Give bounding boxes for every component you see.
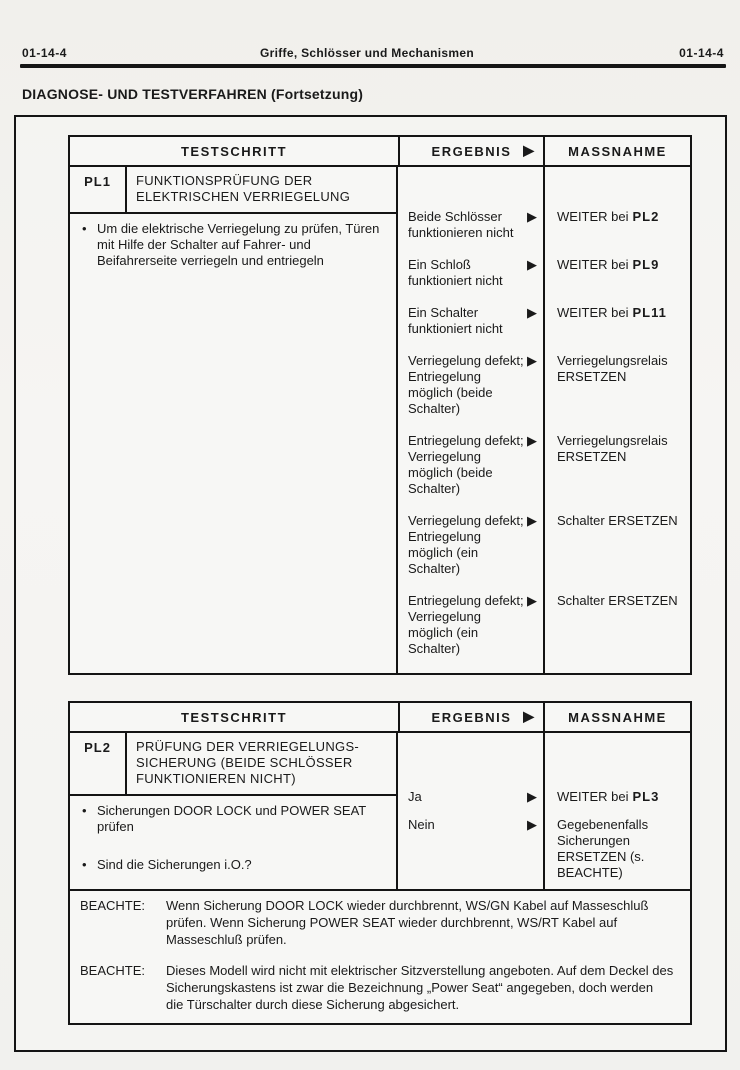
action-text: WEITER bei xyxy=(557,789,629,804)
result-cell xyxy=(398,513,545,593)
step-id: PL2 xyxy=(70,733,127,794)
result-arrow-icon: ▶ xyxy=(527,209,537,224)
test-table-pl2 xyxy=(68,701,692,1025)
column-header-ergebnis-label: ERGEBNIS xyxy=(431,710,512,725)
step-title: PRÜFUNG DER VERRIEGELUNGS-SICHERUNG (BEIDE SCHLÖSSER FUNKTIONIEREN NICHT) xyxy=(136,739,360,786)
result-cell xyxy=(398,593,545,673)
action-text: WEITER bei xyxy=(557,209,629,224)
result-text: Entriegelung defekt; Verriegelung möglich (beide Schalter) xyxy=(408,433,524,496)
result-arrow-icon: ▶ xyxy=(527,257,537,272)
instruction-item xyxy=(80,803,382,835)
step-title: FUNKTIONSPRÜFUNG DER ELEKTRISCHEN VERRIEGELUNG xyxy=(136,173,351,204)
note-text: Dieses Modell wird nicht mit elektrischer Sitzverstellung angeboten. Auf dem Deckel des Sicherungskastens ist zwar die Bezeichnung „Power Seat“ angegeben, doch werden die Türschalter durch diese Sicherung abgesichert. xyxy=(166,963,674,1012)
step-instructions xyxy=(70,214,396,279)
table-body xyxy=(70,167,690,673)
column-header-testschritt: TESTSCHRITT xyxy=(180,144,288,159)
result-cell xyxy=(398,167,545,257)
action-step-code: PL9 xyxy=(632,257,660,272)
bullet-icon: • xyxy=(82,803,87,818)
bullet-icon: • xyxy=(82,221,87,236)
instruction-text: Um die elektrische Verriegelung zu prüfen, Türen mit Hilfe der Schalter auf Fahrer- und Beifahrerseite verriegeln und entriegeln xyxy=(97,221,380,268)
instruction-item xyxy=(80,221,382,269)
table-header-row xyxy=(70,703,690,733)
result-cell xyxy=(398,433,545,513)
result-arrow-icon: ▶ xyxy=(527,513,537,528)
result-text: Ein Schalter funktioniert nicht xyxy=(408,305,503,336)
column-header-testschritt: TESTSCHRITT xyxy=(180,710,288,725)
result-cell xyxy=(398,353,545,433)
test-step-cell xyxy=(70,733,398,889)
result-text: Nein xyxy=(408,817,435,832)
result-cell xyxy=(398,817,545,889)
result-text: Entriegelung defekt; Verriegelung möglich (ein Schalter) xyxy=(408,593,524,656)
result-arrow-icon: ▶ xyxy=(527,789,537,804)
action-step-code: PL11 xyxy=(632,305,667,320)
action-text: Schalter ERSETZEN xyxy=(557,513,678,528)
note-text: Wenn Sicherung DOOR LOCK wieder durchbrennt, WS/GN Kabel auf Masseschluß prüfen. Wenn Sicherung POWER SEAT wieder durchbrennt, WS/RT Kabel auf Masseschluß prüfen. xyxy=(166,898,649,947)
table-header-row xyxy=(70,137,690,167)
note-beachte-1 xyxy=(80,897,678,948)
action-step-code: PL2 xyxy=(632,209,660,224)
procedure-frame xyxy=(14,115,727,1052)
result-cell xyxy=(398,733,545,817)
instruction-text: Sicherungen DOOR LOCK und POWER SEAT prüfen xyxy=(97,803,367,834)
column-header-massnahme: MASSNAHME xyxy=(568,710,667,725)
instruction-text: Sind die Sicherungen i.O.? xyxy=(97,857,252,872)
header-arrow-icon: ▶ xyxy=(523,142,534,158)
step-instructions xyxy=(70,796,396,883)
result-arrow-icon: ▶ xyxy=(527,433,537,448)
action-text: Schalter ERSETZEN xyxy=(557,593,678,608)
step-id-row xyxy=(70,167,396,214)
column-header-ergebnis xyxy=(398,703,545,731)
action-cell xyxy=(545,257,690,305)
column-header-ergebnis xyxy=(398,137,545,165)
action-cell xyxy=(545,593,690,673)
section-title: DIAGNOSE- UND TESTVERFAHREN (Fortsetzung) xyxy=(22,86,364,102)
result-text: Verriegelung defekt; Entriegelung möglich (ein Schalter) xyxy=(408,513,524,576)
note-label: BEACHTE: xyxy=(80,898,146,913)
action-text: Gegebenenfalls Sicherungen ERSETZEN (s. BEACHTE) xyxy=(557,817,649,880)
header-rule xyxy=(20,64,726,68)
action-step-code: PL3 xyxy=(632,789,660,804)
action-cell xyxy=(545,353,690,433)
action-text: Verriegelungsrelais ERSETZEN xyxy=(557,433,668,464)
chapter-title: Griffe, Schlösser und Mechanismen xyxy=(260,46,474,60)
result-text: Beide Schlösser funktionieren nicht xyxy=(408,209,514,240)
note-label: BEACHTE: xyxy=(80,963,146,978)
action-cell xyxy=(545,817,690,889)
result-arrow-icon: ▶ xyxy=(527,305,537,320)
header-arrow-icon: ▶ xyxy=(523,708,534,724)
page-number-right: 01-14-4 xyxy=(679,46,724,60)
step-id: PL1 xyxy=(70,167,127,212)
result-arrow-icon: ▶ xyxy=(527,353,537,368)
bullet-icon: • xyxy=(82,857,87,872)
result-arrow-icon: ▶ xyxy=(527,593,537,608)
step-id-row xyxy=(70,733,396,796)
result-text: Ein Schloß funktioniert nicht xyxy=(408,257,503,288)
column-header-ergebnis-label: ERGEBNIS xyxy=(431,144,512,159)
instruction-item xyxy=(80,857,382,873)
result-arrow-icon: ▶ xyxy=(527,817,537,832)
result-cell xyxy=(398,305,545,353)
action-cell xyxy=(545,305,690,353)
action-cell xyxy=(545,433,690,513)
page-number-left: 01-14-4 xyxy=(22,46,67,60)
action-text: Verriegelungsrelais ERSETZEN xyxy=(557,353,668,384)
note-beachte-2 xyxy=(80,962,678,1013)
notes-section xyxy=(70,889,690,1023)
running-header xyxy=(0,0,740,60)
action-cell xyxy=(545,513,690,593)
table-body xyxy=(70,733,690,889)
column-header-massnahme: MASSNAHME xyxy=(568,144,667,159)
result-text: Ja xyxy=(408,789,422,804)
test-table-pl1 xyxy=(68,135,692,675)
test-step-cell xyxy=(70,167,398,673)
result-cell xyxy=(398,257,545,305)
action-cell xyxy=(545,167,690,257)
action-text: WEITER bei xyxy=(557,257,629,272)
action-cell xyxy=(545,733,690,817)
result-text: Verriegelung defekt; Entriegelung möglich (beide Schalter) xyxy=(408,353,524,416)
action-text: WEITER bei xyxy=(557,305,629,320)
